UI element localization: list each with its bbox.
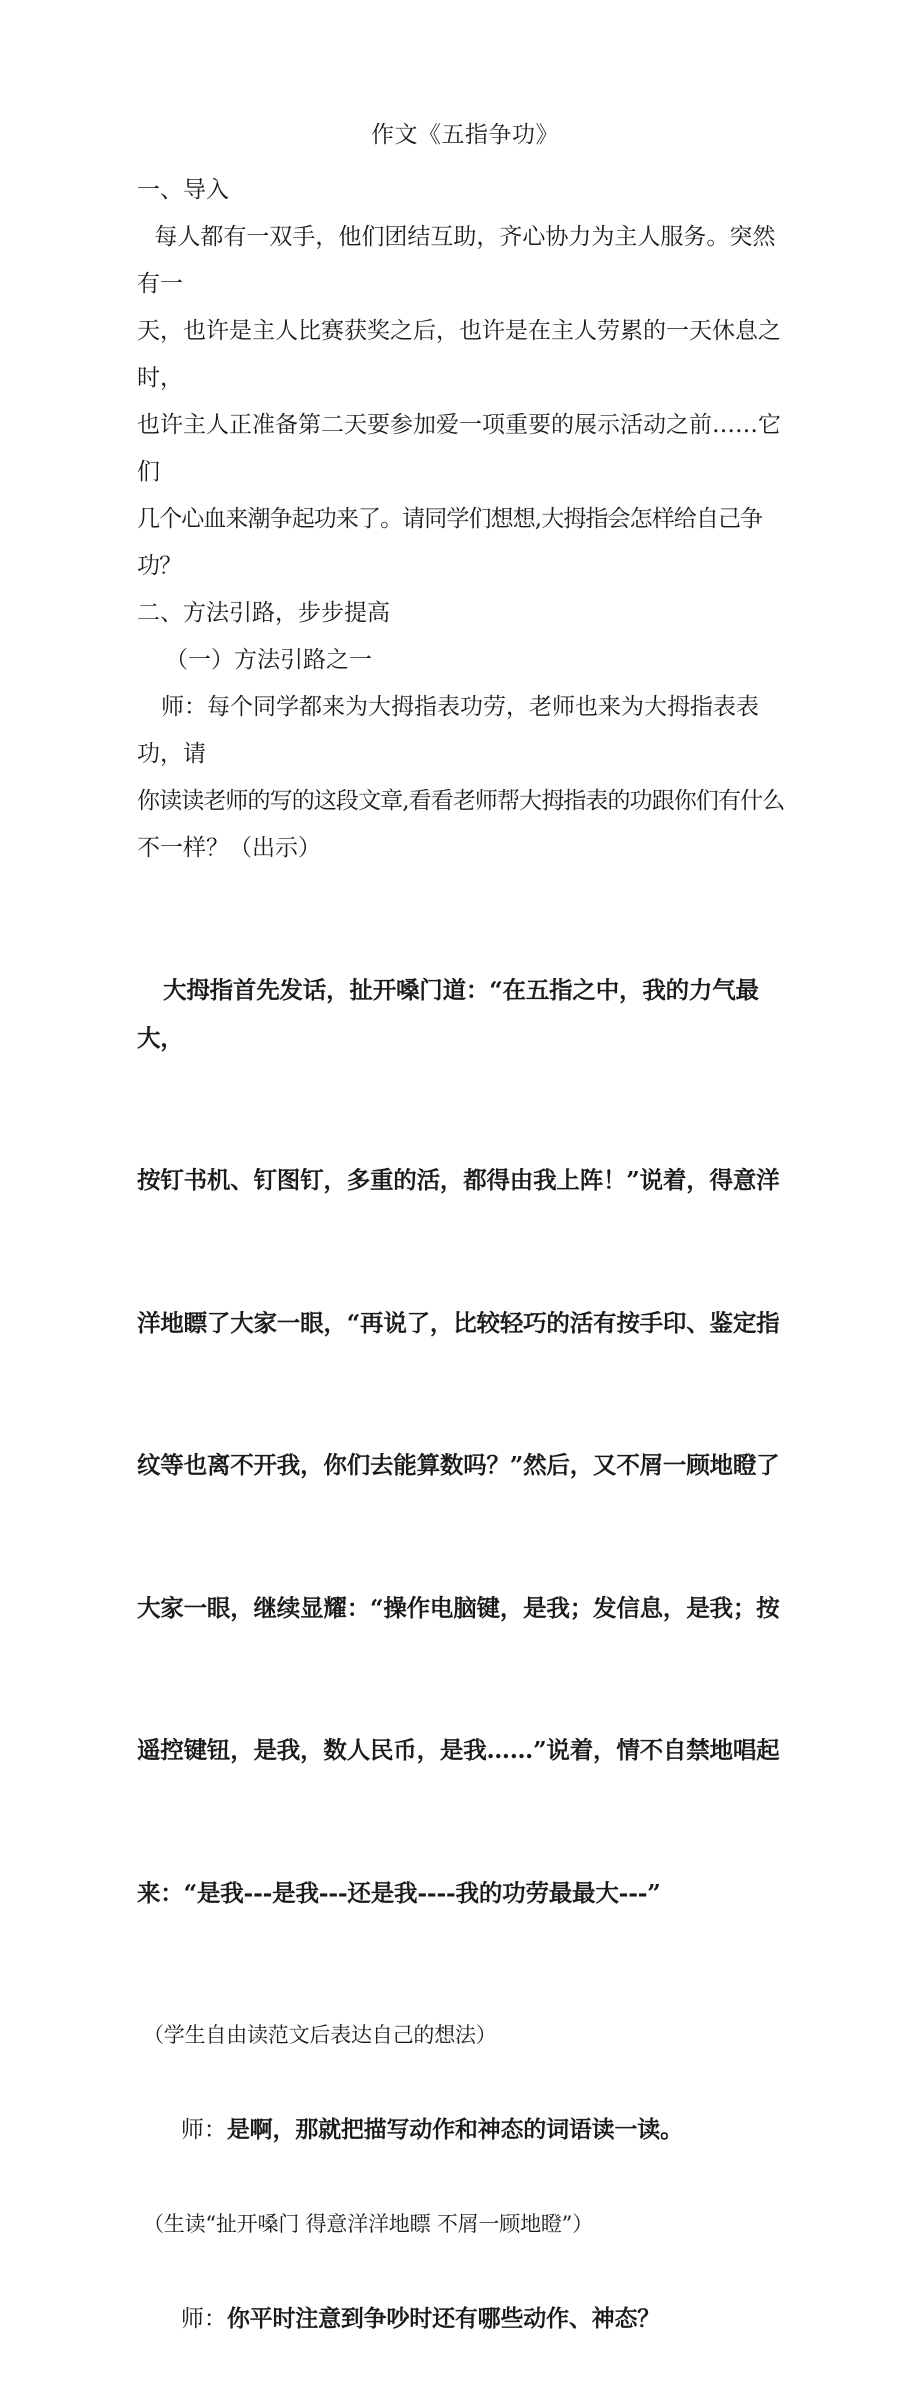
sample-essay-line-1: 大拇指首先发话，扯开嗓门道：“在五指之中，我的力气最大， — [137, 976, 759, 1052]
sample-essay-line-4: 纹等也离不开我，你们去能算数吗？”然后，又不屑一顾地瞪了 — [137, 1451, 780, 1479]
sample-essay-line-7: 来：“是我---是我---还是我----我的功劳最最大---” — [137, 1878, 661, 1907]
sample-essay-line-2: 按钉书机、钉图钉，多重的活，都得由我上阵！”说着，得意洋 — [137, 1166, 780, 1194]
teacher-speech-text-2: 你平时注意到争吵时还有哪些动作、神态？ — [226, 2305, 661, 2332]
section-heading-2: 二、方法引路，步步提高 — [137, 600, 390, 626]
stage-direction-1: （学生自由读范文后表达自己的想法） — [143, 2023, 497, 2047]
intro-paragraph-line-3: 也许主人正准备第二天要参加爱一项重要的展示活动之前……它们 — [137, 412, 781, 485]
teacher-speech-2 — [137, 2248, 793, 2390]
teacher-prompt-line-3: 不一样？（出示） — [137, 835, 321, 861]
intro-paragraph-line-2: 天，也许是主人比赛获奖之后，也许是在主人劳累的一天休息之时， — [137, 318, 781, 391]
document-body — [137, 112, 793, 2390]
intro-paragraph-line-4: 几个心血来潮争起功来了。请同学们想想,大拇指会怎样给自己争功？ — [137, 506, 763, 579]
sample-essay-line-6: 遥控键钮，是我，数人民币，是我……”说着，情不自禁地唱起 — [137, 1736, 780, 1764]
speaker-label-1: 师： — [180, 2117, 227, 2143]
section-heading-1: 一、导入 — [137, 177, 229, 203]
teacher-speech-1 — [137, 2059, 793, 2201]
teacher-prompt-line-2: 你读读老师的写的这段文章,看看老师帮大拇指表的功跟你们有什么 — [137, 788, 785, 814]
intro-paragraph-line-1: 每人都有一双手，他们团结互助，齐心协力为主人服务。突然有一 — [137, 224, 776, 297]
sample-essay-line-5: 大家一眼，继续显耀：“操作电脑键，是我；发信息，是我；按 — [137, 1593, 780, 1622]
speaker-label-2: 师： — [180, 2306, 227, 2332]
teacher-prompt-line-1: 师：每个同学都来为大拇指表功劳，老师也来为大拇指表表功，请 — [137, 694, 759, 767]
page-title: 作文《五指争功》 — [371, 122, 559, 148]
sample-essay-line-3: 洋地瞟了大家一眼，“再说了，比较轻巧的活有按手印、鉴定指 — [137, 1308, 780, 1337]
sample-essay-block — [137, 872, 793, 2012]
teacher-speech-text-1: 是啊，那就把描写动作和神态的词语读一读。 — [226, 2116, 683, 2143]
section-subheading-2-1: （一）方法引路之一 — [165, 647, 372, 673]
stage-direction-2: （生读“扯开嗓门 得意洋洋地瞟 不屑一顾地瞪”） — [143, 2212, 594, 2236]
